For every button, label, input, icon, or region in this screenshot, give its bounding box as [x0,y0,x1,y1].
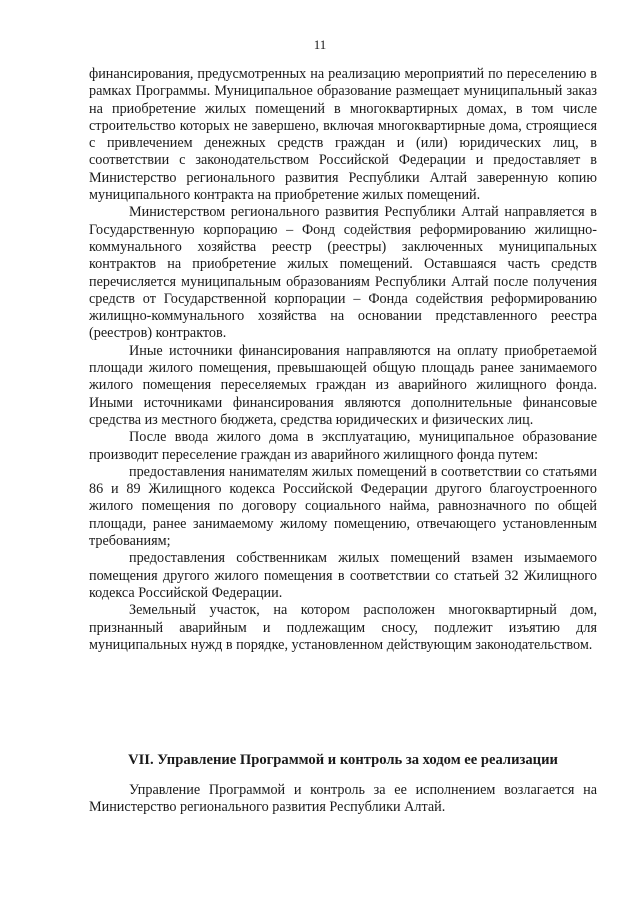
page-number: 11 [313,37,327,52]
paragraph-5: предоставления нанимателям жилых помещений в соответствии со статьями 86 и 89 Жилищного кодекса Российской Федерации другого благоустроенного жилого помещения по договору социального найма, равнозначного по общей площади, ранее занимаемому жилому помещению, отвечающего установленным требованиям; [89,463,597,550]
paragraph-7: Земельный участок, на котором расположен многоквартирный дом, признанный аварийным и подлежащим сносу, подлежит изъятию для муниципальных нужд в порядке, установленном действующим законодательством. [89,602,597,653]
paragraph-4: После ввода жилого дома в эксплуатацию, муниципальное образование производит переселение граждан из аварийного жилищного фонда путем: [89,429,597,463]
paragraph-6: предоставления собственникам жилых помещений взамен изымаемого помещения другого жилого помещения в соответствии со статьей 32 Жилищного кодекса Российской Федерации. [89,550,597,601]
final-text [89,782,597,817]
paragraph-2: Министерством регионального развития Республики Алтай направляется в Государственную корпорацию – Фонд содействия реформированию жилищно-коммунального хозяйства реестр (реестры) заключенных муниципальных контрактов на приобретение жилых помещений. Оставшаяся часть средств перечисляется муниципальным образованиям Республики Алтай после получения средств от Государственной корпорации – Фонда содействия реформированию жилищно-коммунального хозяйства на основании представленного реестра (реестров) контрактов. [89,204,597,342]
paragraph-1: финансирования, предусмотренных на реализацию мероприятий по переселению в рамках Программы. Муниципальное образование размещает муниципальный заказ на приобретение жилых помещений в многоквартирных домах, в том числе строительство которых не завершено, включая многоквартирные дома, строящиеся с привлечением денежных средств граждан и (или) юридических лиц, в соответствии с законодательством Российской Федерации и предоставляет в Министерство регионального развития Республики Алтай заверенную копию муниципального контракта на приобретение жилых помещений. [89,66,597,204]
final-paragraph: Управление Программой и контроль за ее исполнением возлагается на Министерство регионального развития Республики Алтай. [89,782,597,816]
body-text [89,66,597,654]
section-title: VII. Управление Программой и контроль за ходом ее реализации [128,752,558,768]
paragraph-3: Иные источники финансирования направляются на оплату приобретаемой площади жилого помещения, превышающей общую площадь ранее занимаемого жилого помещения переселяемых граждан из аварийного жилищного фонда. Иными источниками финансирования являются дополнительные финансовые средства из местного бюджета, средства юридических и физических лиц. [89,342,597,428]
